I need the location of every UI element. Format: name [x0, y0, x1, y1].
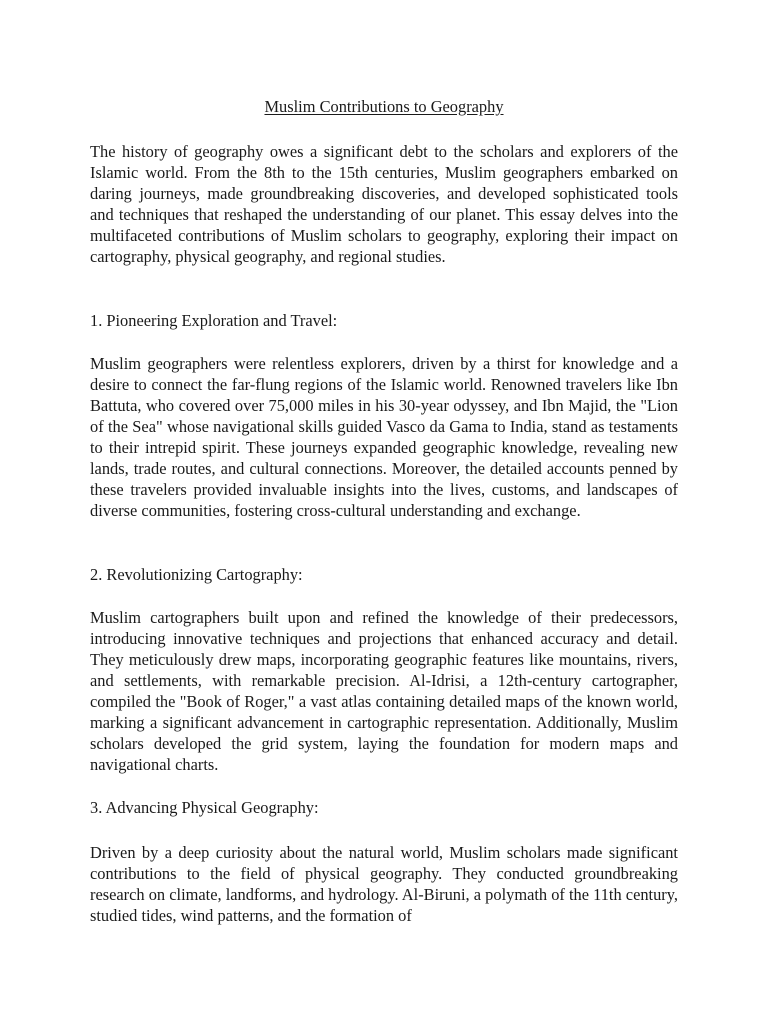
- document-title: Muslim Contributions to Geography: [264, 97, 504, 116]
- section-heading-exploration: 1. Pioneering Exploration and Travel:: [90, 311, 338, 330]
- intro-paragraph: The history of geography owes a significant debt to the scholars and explorers of the Islamic world. From the 8th to the 15th centuries, Muslim geographers embarked on daring journeys, made groundbreaking discoveries, and developed sophisticated tools and techniques that reshaped the understanding of our planet. This essay delves into the multifaceted contributions of Muslim scholars to geography, exploring their impact on cartography, physical geography, and regional studies.: [90, 142, 678, 266]
- section-heading-physical-geography: 3. Advancing Physical Geography:: [90, 798, 319, 817]
- section-body-physical-geography: Driven by a deep curiosity about the natural world, Muslim scholars made significant contributions to the field of physical geography. They conducted groundbreaking research on climate, landforms, and hydrology. Al-Biruni, a polymath of the 11th century, studied tides, wind patterns, and the formation of: [90, 843, 678, 925]
- section-heading-cartography: 2. Revolutionizing Cartography:: [90, 565, 303, 584]
- section-body-exploration: Muslim geographers were relentless explorers, driven by a thirst for knowledge and a desire to connect the far-flung regions of the Islamic world. Renowned travelers like Ibn Battuta, who covered over 75,000 miles in his 30-year odyssey, and Ibn Majid, the "Lion of the Sea" whose navigational skills guided Vasco da Gama to India, stand as testaments to their intrepid spirit. These journeys expanded geographic knowledge, revealing new lands, trade routes, and cultural connections. Moreover, the detailed accounts penned by these travelers provided invaluable insights into the lives, customs, and landscapes of diverse communities, fostering cross-cultural understanding and exchange.: [90, 354, 678, 520]
- section-body-cartography: Muslim cartographers built upon and refined the knowledge of their predecessors, introducing innovative techniques and projections that enhanced accuracy and detail. They meticulously drew maps, incorporating geographic features like mountains, rivers, and settlements, with remarkable precision. Al-Idrisi, a 12th-century cartographer, compiled the "Book of Roger," a vast atlas containing detailed maps of the known world, marking a significant advancement in cartographic representation. Additionally, Muslim scholars developed the grid system, laying the foundation for modern maps and navigational charts.: [90, 608, 678, 774]
